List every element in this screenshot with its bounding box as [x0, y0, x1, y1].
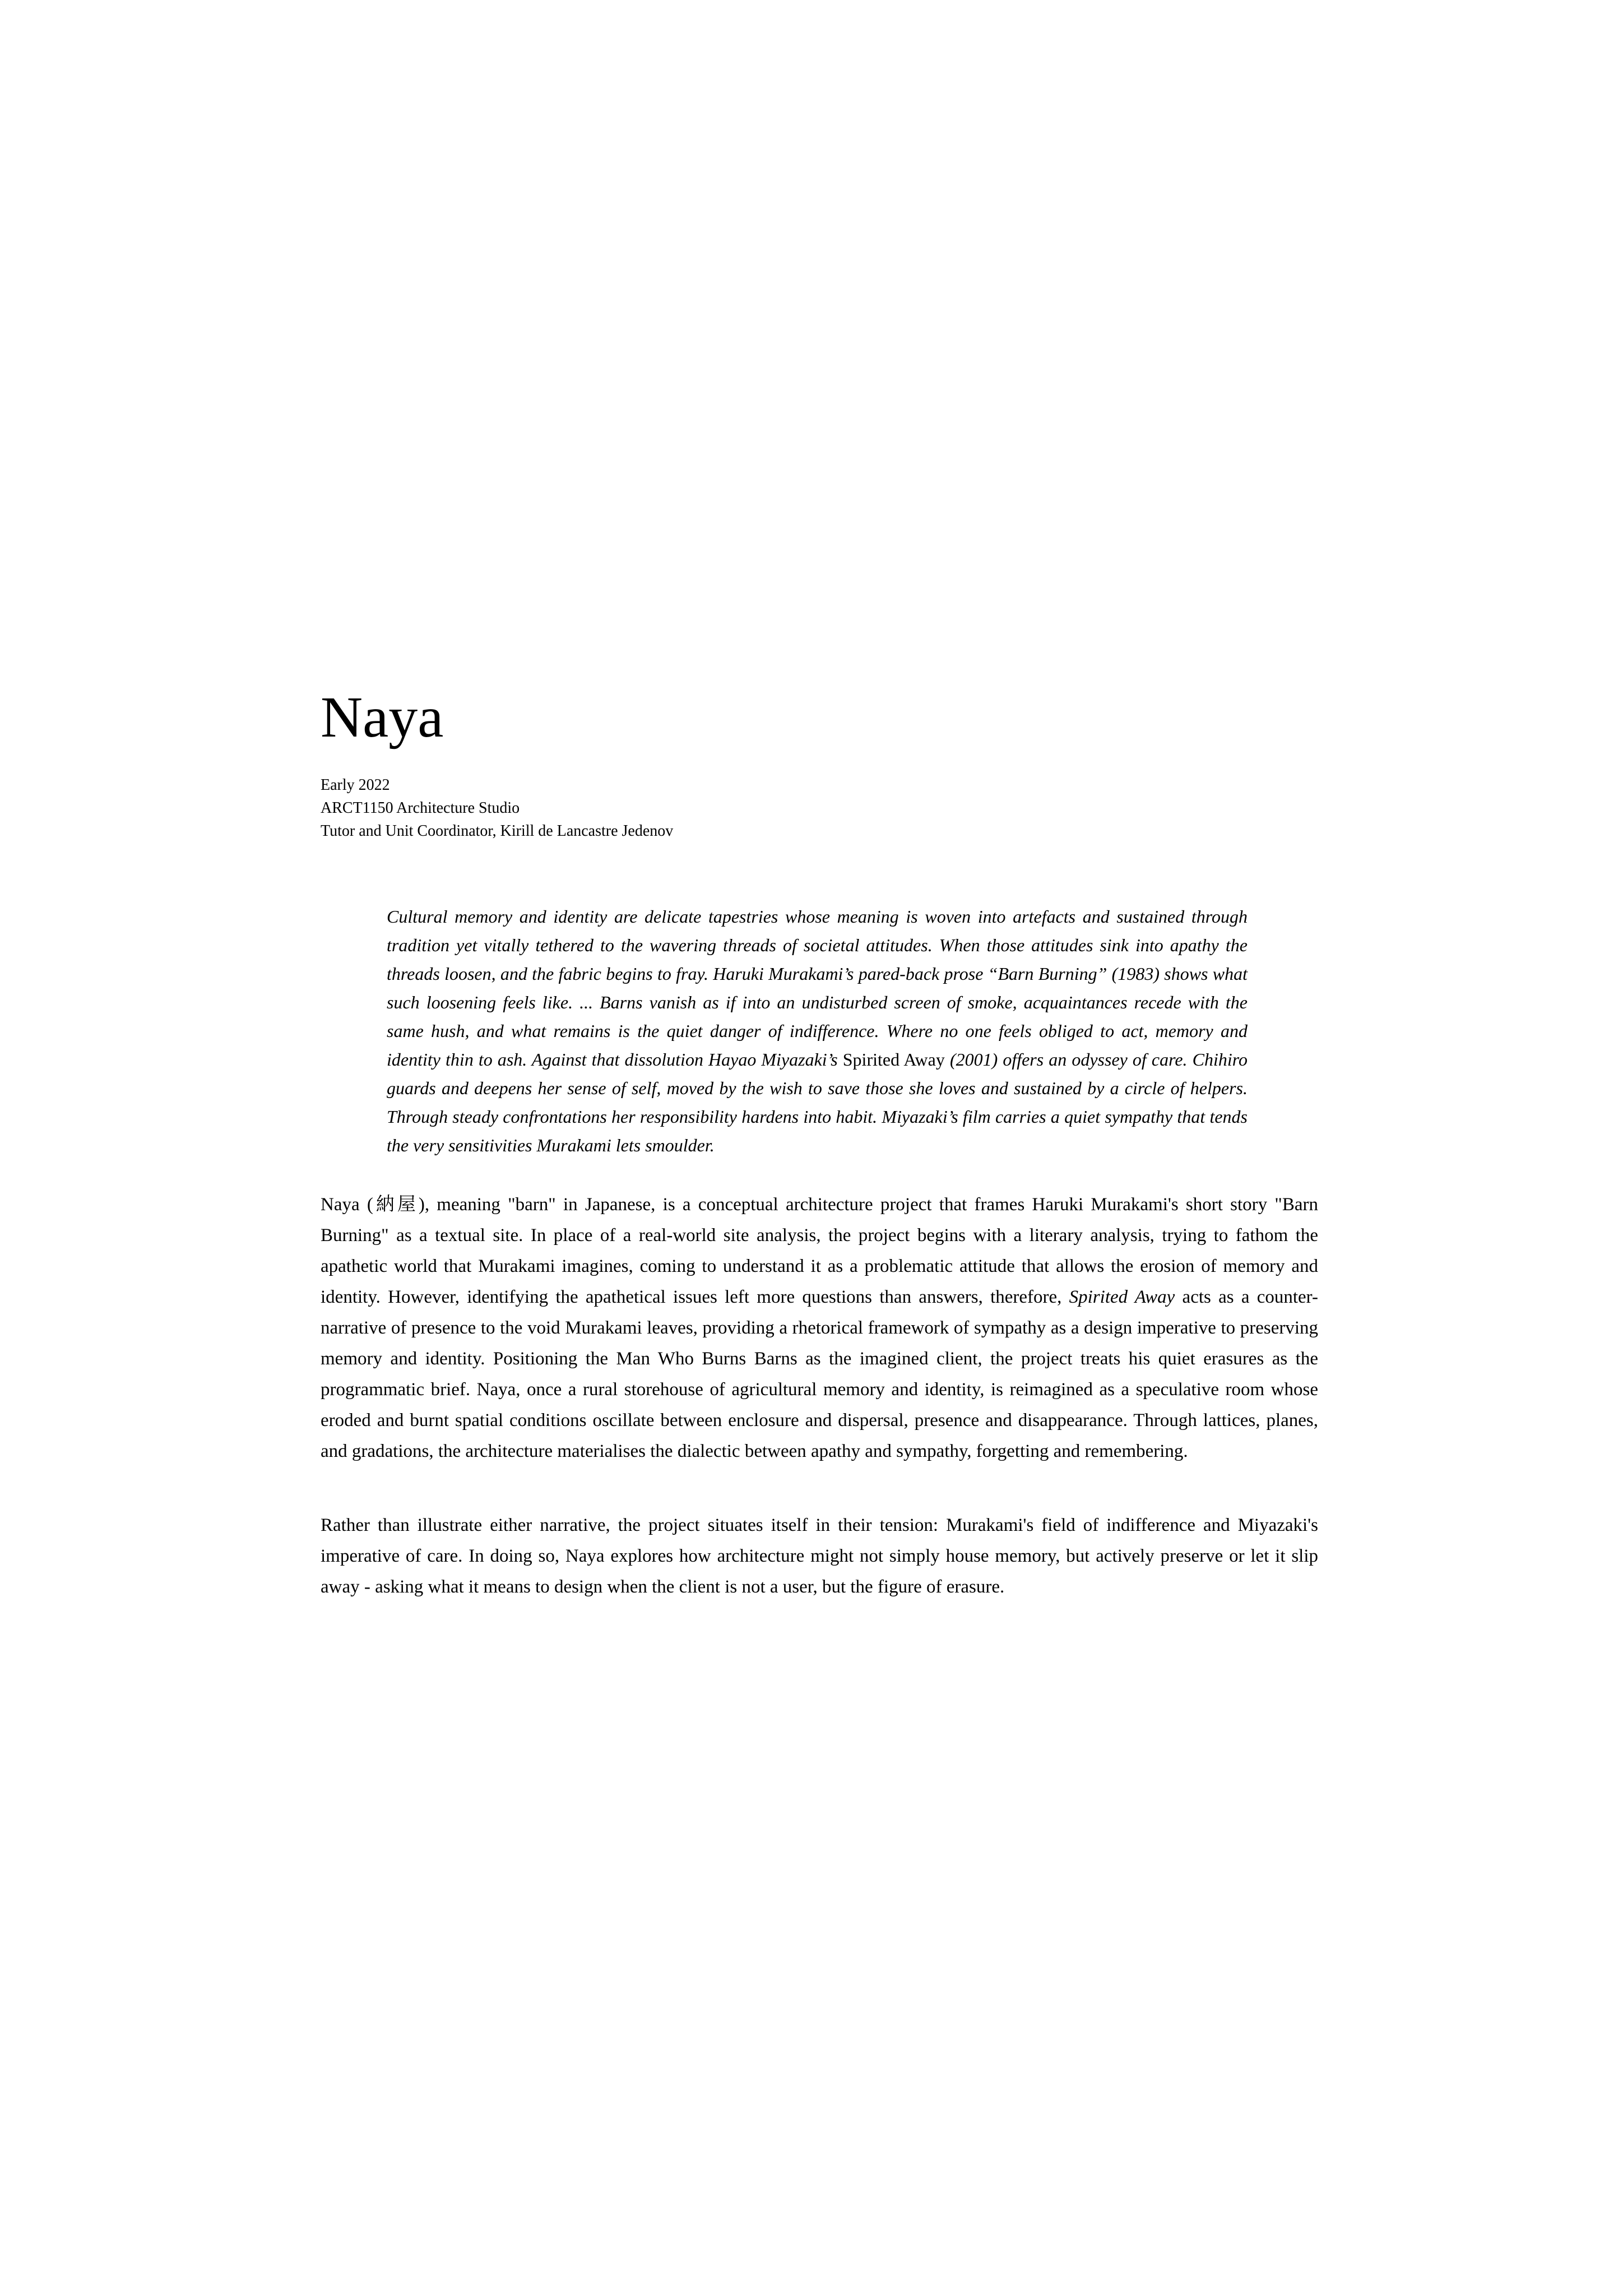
- meta-date: Early 2022: [321, 776, 390, 794]
- body-paragraph-1: Naya (納屋), meaning "barn" in Japanese, is a conceptual architecture project that frames Haruki Murakami's short story "Barn Burning" as a textual site. In place of a real-world site analysis, the project begins with a literary analysis, trying to fathom the apathetic world that Murakami imagines, coming to understand it as a problematic attitude that allows the erosion of memory and identity. However, identifying the apathetical issues left more questions than answers, therefore, Spirited Away acts as a counter-narrative of presence to the void Murakami leaves, providing a rhetorical framework of sympathy as a design imperative to preserving memory and identity. Positioning the Man Who Burns Barns as the imagined client, the project treats his quiet erasures as the programmatic brief. Naya, once a rural storehouse of agricultural memory and identity, is reimagined as a speculative room whose eroded and burnt spatial conditions oscillate between enclosure and dispersal, presence and disappearance. Through lattices, planes, and gradations, the architecture materialises the dialectic between apathy and sympathy, forgetting and remembering.: [321, 1195, 1318, 1461]
- page-title: Naya: [321, 685, 444, 749]
- meta-tutor: Tutor and Unit Coordinator, Kirill de Lancastre Jedenov: [321, 822, 674, 840]
- body-paragraph-2: Rather than illustrate either narrative, the project situates itself in their tension: Murakami's field of indifference and Miyazaki's imperative of care. In doing so, Naya explores how architecture might not simply house memory, but actively preserve or let it slip away - asking what it means to design when the client is not a user, but the figure of erasure.: [321, 1515, 1318, 1597]
- epigraph-quote: Cultural memory and identity are delicate tapestries whose meaning is woven into artefacts and sustained through tradition yet vitally tethered to the wavering threads of societal attitudes. When those attitudes sink into apathy the threads loosen, and the fabric begins to fray. Haruki Murakami’s pared-back prose “Barn Burning” (1983) shows what such loosening feels like. ... Barns vanish as if into an undisturbed screen of smoke, acquaintances recede with the same hush, and what remains is the quiet danger of indifference. Where no one feels obliged to act, memory and identity thin to ash. Against that dissolution Hayao Miyazaki’s Spirited Away (2001) offers an odyssey of care. Chihiro guards and deepens her sense of self, moved by the wish to save those she loves and sustained by a circle of helpers. Through steady confrontations her responsibility hardens into habit. Miyazaki’s film carries a quiet sympathy that tends the very sensitivities Murakami lets smoulder.: [387, 906, 1248, 1155]
- meta-course: ARCT1150 Architecture Studio: [321, 799, 520, 817]
- meta-block: [321, 774, 673, 843]
